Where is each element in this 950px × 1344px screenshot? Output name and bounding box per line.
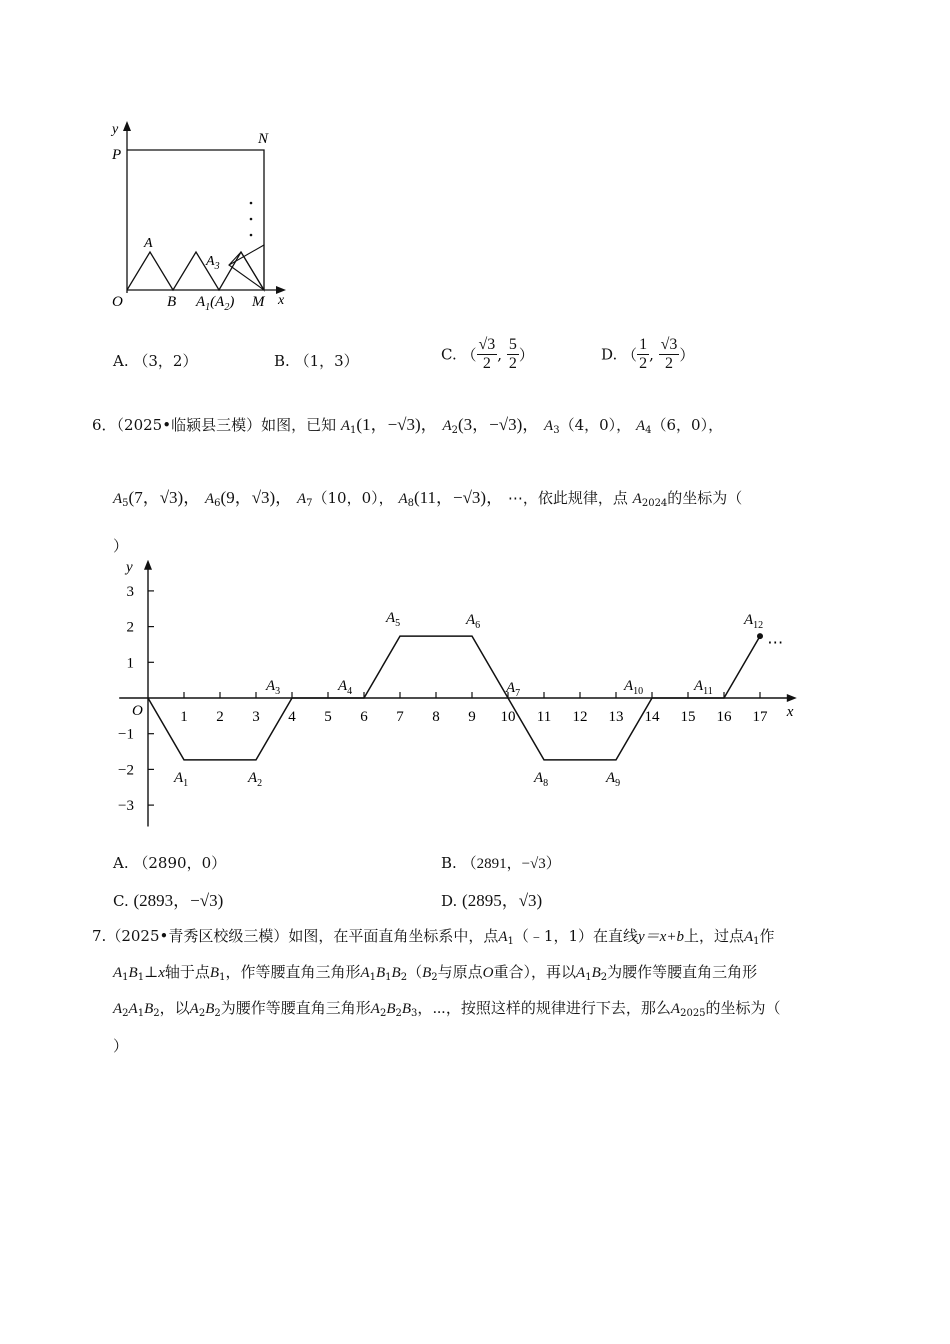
q6-line1: 6．（2025•临颍县三模）如图，已知 $A_1(1$，−√3)， $A_2(3$，−√3)， $A_3(4$，0）， $A_4(6$，0）， xyxy=(92,415,724,436)
q6-line3: ） xyxy=(113,537,129,555)
fig1-label-y: y xyxy=(112,122,119,137)
x-tick-label: 3 xyxy=(252,709,260,725)
point-label-A2: $A_2$ xyxy=(248,769,263,789)
x-tick-label: 14 xyxy=(644,709,660,725)
y-tick-label: 2 xyxy=(126,619,134,636)
x-tick-label: 13 xyxy=(608,709,624,725)
point-label-A8: $A_8$ xyxy=(534,769,549,789)
x-tick-label: 1 xyxy=(180,709,188,725)
point-label-A3: $A_3$ xyxy=(266,678,281,697)
fig1-dot xyxy=(250,218,253,221)
point-label-A11: $A_{11}$ xyxy=(694,678,713,697)
fig1-zigzag xyxy=(127,252,264,290)
fig1-label-A1A2: $A_1(A_2)$ xyxy=(196,294,235,313)
y-axis-label: y xyxy=(126,560,133,576)
fig1-label-x: x xyxy=(278,293,285,308)
q5-option-b[interactable]: B. （1，3） xyxy=(274,352,359,370)
point-label-A6: $A_6$ xyxy=(466,612,481,632)
fig1-label-M: M xyxy=(252,294,265,310)
q6-line2: $A_5(7$，√3)， $A_6(9$，√3)， $A_7(10$，0）， $A_8(11$，−√3)， ⋯，依此规律，点 $A_{2024}$的坐标为（ xyxy=(113,488,743,509)
q5-option-d[interactable]: D. （ $\frac{1}{2}$ , $\frac{√3}{2}$ ） xyxy=(601,336,695,372)
q6-option-b[interactable]: B. （2891，−√3） xyxy=(441,854,561,872)
fig1-label-A3: $A_3$ xyxy=(206,254,220,272)
fig1-dot xyxy=(250,202,253,205)
q6-option-a[interactable]: A. （2890，0） xyxy=(113,854,227,872)
fig1-label-B: B xyxy=(167,294,177,310)
y-tick-label: 1 xyxy=(126,655,134,672)
point-label-A5: $A_5$ xyxy=(386,610,401,630)
point-label-A4: $A_4$ xyxy=(338,678,353,697)
x-tick-label: 10 xyxy=(500,709,516,725)
y-tick-label: −3 xyxy=(118,798,134,815)
y-tick-label: −1 xyxy=(118,726,134,743)
x-tick-label: 15 xyxy=(680,709,696,725)
point-label-A9: $A_9$ xyxy=(606,769,621,789)
x-axis-arrow xyxy=(787,694,797,702)
x-tick-label: 2 xyxy=(216,709,224,725)
y-tick-label: 3 xyxy=(126,583,134,600)
q6-option-c[interactable]: C. (2893，−√3) xyxy=(113,891,224,910)
figure-square-triangles xyxy=(100,115,300,315)
fig1-label-O: O xyxy=(112,294,123,310)
q5-option-c[interactable]: C. （ $\frac{√3}{2}$ , $\frac{5}{2}$ ） xyxy=(441,336,534,372)
x-tick-label: 4 xyxy=(288,709,296,725)
y-tick-label: −2 xyxy=(118,762,134,779)
point-label-A12: $A_{12}$ xyxy=(744,612,764,632)
q7-line3: $A_2A_1B_2$，以$A_2B_2$为腰作等腰直角三角形$A_2B_2B_3$，⋯，按照这样的规律进行下去，那么$A_{2025}$的坐标为（ xyxy=(113,999,781,1019)
x-tick-label: 6 xyxy=(360,709,368,725)
point-label-A10: $A_{10}$ xyxy=(624,678,644,697)
fig1-rectangle xyxy=(127,150,264,290)
x-tick-label: 9 xyxy=(468,709,476,725)
x-axis-label: x xyxy=(786,704,794,720)
y-axis-arrow xyxy=(144,560,152,570)
fig1-rotated-triangle xyxy=(229,245,264,290)
point-label-A7: $A_7$ xyxy=(506,680,521,699)
q6-chart xyxy=(100,560,800,835)
fig1-label-A: A xyxy=(144,236,153,251)
point-label-A1: $A_1$ xyxy=(174,769,189,789)
x-tick-label: 12 xyxy=(572,709,588,725)
x-tick-label: 16 xyxy=(716,709,732,725)
q6-option-d[interactable]: D. (2895，√3) xyxy=(441,891,543,910)
origin-label: O xyxy=(132,703,143,719)
series-end-point xyxy=(757,633,763,639)
x-tick-label: 11 xyxy=(536,709,552,725)
fig1-dot xyxy=(250,234,253,237)
x-tick-label: 17 xyxy=(752,709,768,725)
ellipsis: ⋯ xyxy=(767,634,784,652)
fig1-y-arrow xyxy=(123,121,131,131)
q5-option-a[interactable]: A. （3，2） xyxy=(113,352,198,370)
x-tick-label: 7 xyxy=(396,709,404,725)
fig1-label-P: P xyxy=(112,147,122,163)
q7-line1: 7.（2025•青秀区校级三模）如图，在平面直角坐标系中，点$A_1(﹣1$，1）在直线y＝x+b上，过点$A_1$作 xyxy=(92,927,775,947)
x-tick-label: 5 xyxy=(324,709,332,725)
fig1-label-N: N xyxy=(258,131,269,147)
q7-line4: ） xyxy=(113,1037,129,1055)
q7-line2: $A_1B_1\perp x$轴于点$B_1$，作等腰直角三角形$A_1B_1B_2(B_2$与原点O重合），再以$A_1B_2$为腰作等腰直角三角形 xyxy=(113,963,758,983)
x-tick-label: 8 xyxy=(432,709,440,725)
